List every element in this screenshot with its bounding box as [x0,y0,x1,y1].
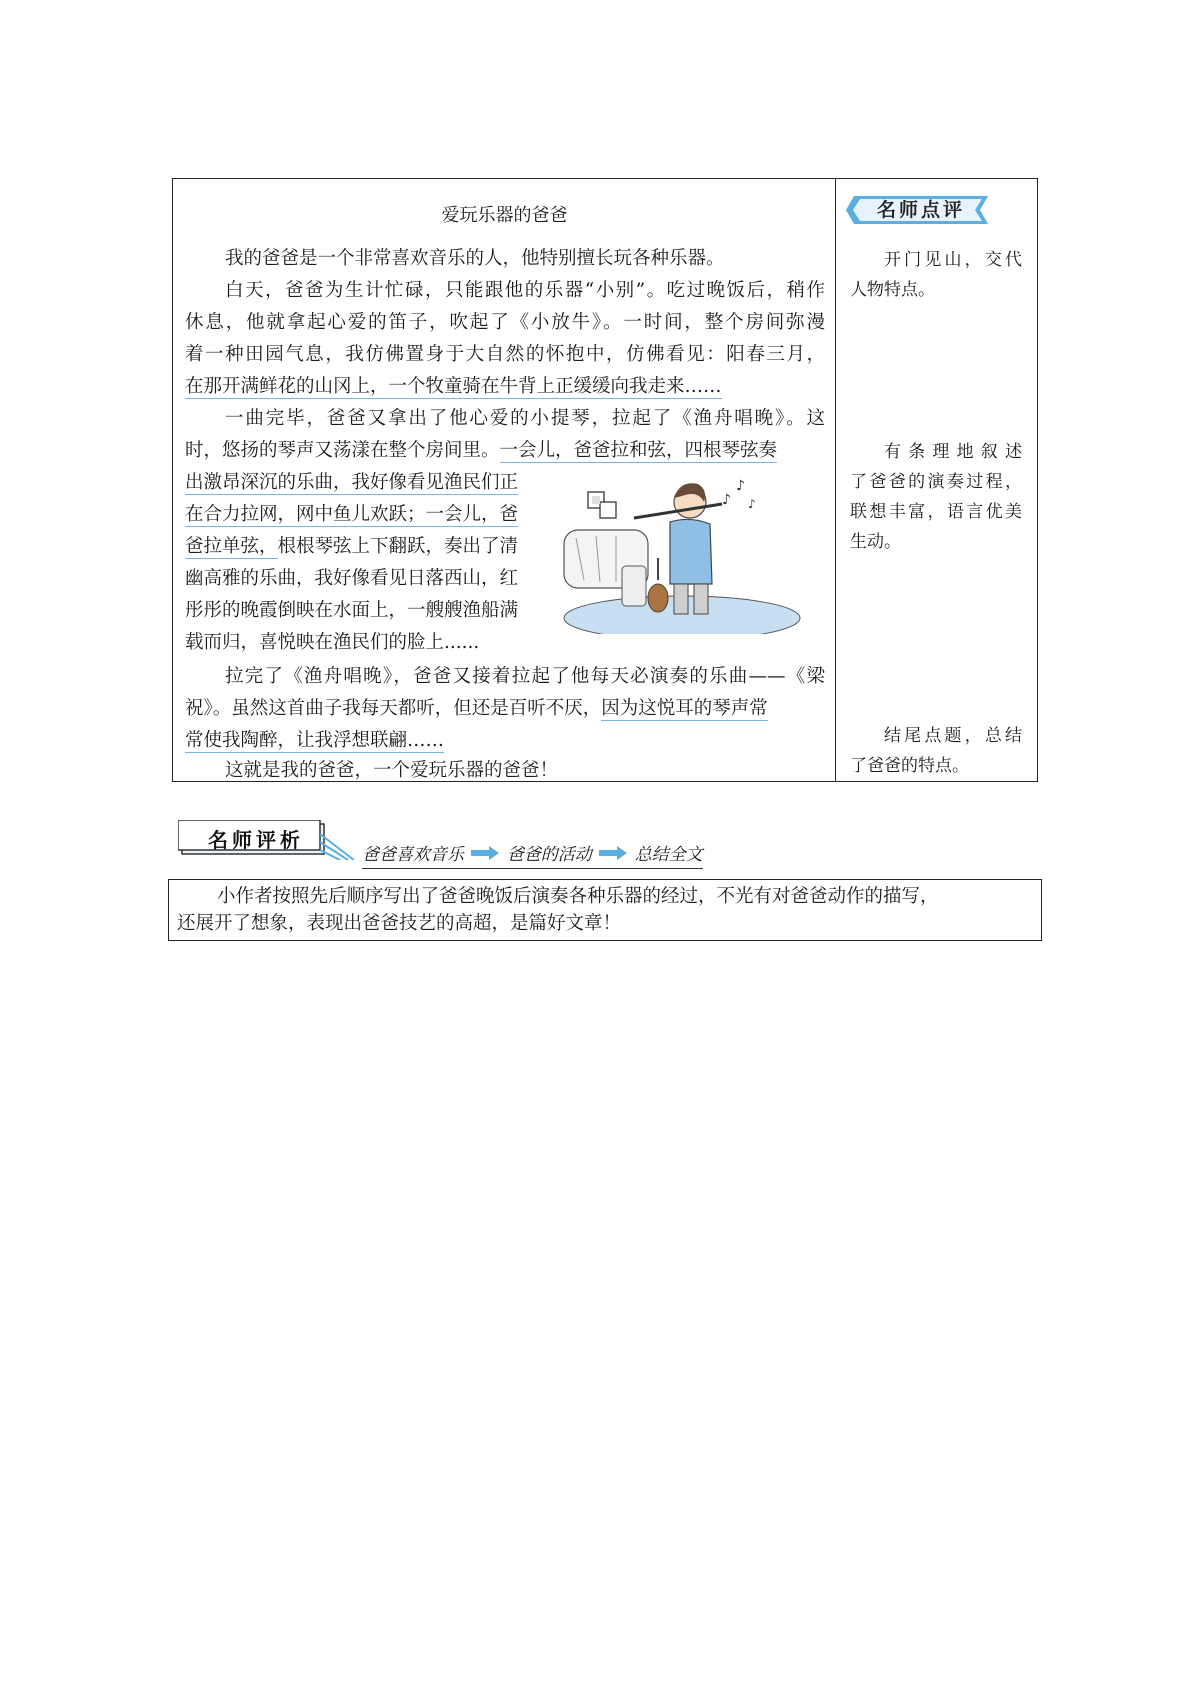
essay-line: 着一种田园气息，我仿佛置身于大自然的怀抱中，仿佛看见：阳春三月， [185,344,825,365]
flow-step: 爸爸喜欢音乐 [362,845,464,865]
essay-line: 彤彤的晚霞倒映在水面上，一艘艘渔船满 [185,600,519,621]
analysis-box [168,879,1042,941]
essay-title: 爱玩乐器的爸爸 [441,205,568,226]
plain-text: 根根琴弦上下翻跃，奏出了清 [277,536,519,557]
underlined-text: 一会儿，爸 [425,504,519,525]
comment-item [850,721,1022,781]
flute-player-illustration [562,468,802,634]
essay-line [185,471,545,495]
comment-badge-label: 名师点评 [876,199,965,221]
comment-line: 联想丰富，语言优美 [850,502,1022,522]
comment-line: 结尾点题，总结 [884,726,1022,746]
arrow-right-icon [599,846,627,860]
underlined-text: 出激昂深沉的乐曲，我好像看见渔民们正 [185,472,519,493]
svg-text:♪: ♪ [722,492,731,508]
analysis-line: 小作者按照先后顺序写出了爸爸晚饭后演奏各种乐器的经过，不光有对爸爸动作的描写， [217,886,939,907]
essay-line: 休息，他就拿起心爱的笛子，吹起了《小放牛》。一时间，整个房间弥漫 [185,312,825,333]
comment-line: 了爸爸的演奏过程， [850,472,1022,492]
flow-step: 总结全文 [634,845,703,865]
svg-text:♪: ♪ [748,497,756,511]
underlined-text: 爸拉单弦， [185,536,278,557]
comment-item [850,245,1022,305]
comment-item [850,437,1022,557]
comment-badge [846,193,996,227]
underlined-text: 在合力拉网，网中鱼儿欢跃； [185,504,426,525]
essay-line [185,535,545,559]
underlined-text: 常使我陶醉，让我浮想联翩…… [185,730,445,751]
essay-line [185,375,825,399]
underlined-text: 在那开满鲜花的山冈上，一个牧童骑在牛背上正缓缓向我走来…… [185,376,722,397]
essay-line [185,697,825,721]
arrow-right-icon [471,846,499,860]
underlined-text: 因为这悦耳的琴声常 [601,698,768,719]
essay-line: 载而归，喜悦映在渔民们的脸上...... [185,632,480,653]
essay-line: 这就是我的爸爸，一个爱玩乐器的爸爸！ [225,760,559,781]
comment-line: 人物特点。 [850,280,935,300]
comment-line: 生动。 [850,532,901,552]
essay-line: 拉完了《渔舟唱晚》，爸爸又接着拉起了他每天必演奏的乐曲——《梁 [225,666,825,687]
essay-line: 一曲完毕，爸爸又拿出了他心爱的小提琴，拉起了《渔舟唱晚》。这 [225,408,825,429]
comment-line: 了爸爸的特点。 [850,756,969,776]
analysis-flow [362,840,703,869]
plain-text: 祝》。虽然这首曲子我每天都听，但还是百听不厌， [185,698,602,719]
essay-line [185,503,545,527]
essay-line: 我的爸爸是一个非常喜欢音乐的人，他特别擅长玩各种乐器。 [225,248,725,269]
underlined-text: 一会儿，爸爸拉和弦，四根琴弦奏 [499,440,778,461]
essay-line: 幽高雅的乐曲，我好像看见日落西山，红 [185,568,519,589]
essay-line: 白天，爸爸为生计忙碌，只能跟他的乐器“小别”。吃过晚饭后，稍作 [225,280,825,301]
analysis-header [172,820,772,868]
comment-column [836,179,1037,781]
svg-text:♪: ♪ [736,478,745,494]
analysis-line: 还展开了想象，表现出爸爸技艺的高超，是篇好文章！ [177,913,622,934]
analysis-title: 名师评析 [208,828,304,852]
flow-step: 爸爸的活动 [506,845,592,865]
comment-line: 有条理地叙述 [884,442,1022,462]
plain-text: 时，悠扬的琴声又荡漾在整个房间里。 [185,440,500,461]
essay-line [185,439,825,463]
essay-line [185,729,825,753]
comment-line: 开门见山，交代 [884,250,1022,270]
